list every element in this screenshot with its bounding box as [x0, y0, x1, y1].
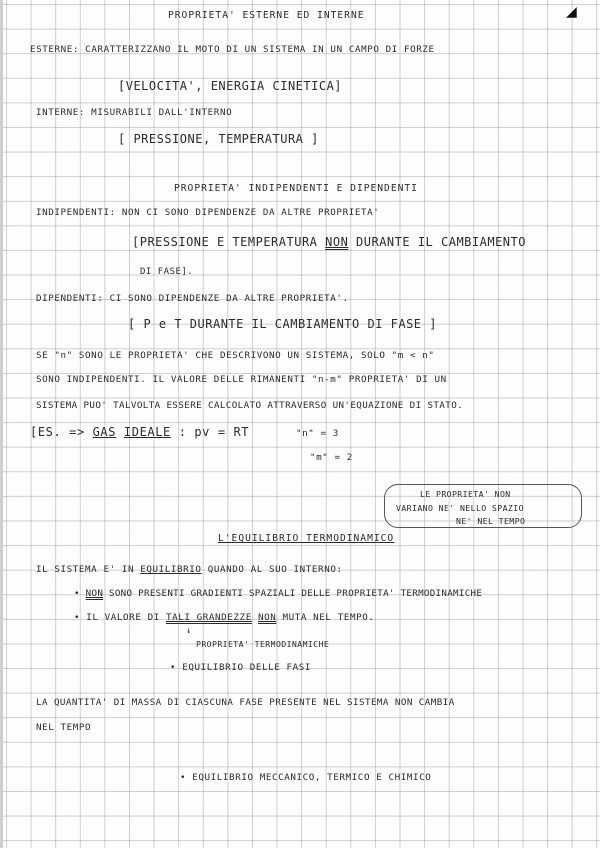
text-indipendenti-definition: INDIPENDENTI: NON CI SONO DIPENDENZE DA ALTRE PROPRIETA' — [36, 207, 380, 218]
bullet-gradienti: • NON SONO PRESENTI GRADIENTI SPAZIALI DELLE PROPRIETA' TERMODINAMICHE — [74, 588, 483, 599]
text-sistema-equazione: SISTEMA PUO' TALVOLTA ESSERE CALCOLATO ATTRAVERSO UN'EQUAZIONE DI STATO. — [36, 400, 464, 411]
text-n-equals: "n" = 3 — [296, 428, 339, 439]
b1-rest: SONO PRESENTI GRADIENTI SPAZIALI DELLE PROPRIETA' TERMODINAMICHE — [103, 588, 483, 599]
text-proprieta-termodinamiche: PROPRIETA' TERMODINAMICHE — [196, 639, 330, 649]
text-indipendenti-example — [132, 236, 526, 248]
b2-prefix: IL VALORE DI — [86, 612, 166, 623]
b2-non: NON — [257, 612, 277, 623]
arrow-down-icon: ↓ — [186, 626, 193, 636]
text-esempio-gas-ideale — [30, 426, 249, 438]
b2-tali-grandezze: TALI GRANDEZZE — [165, 612, 252, 623]
text-dipendenti-definition: DIPENDENTI: CI SONO DIPENDENZE DA ALTRE PROPRIETA'. — [36, 293, 349, 304]
text-interne-examples: [ PRESSIONE, TEMPERATURA ] — [118, 132, 319, 146]
text-m-equals: "m" = 2 — [310, 452, 353, 463]
b2-suffix: MUTA NEL TEMPO. — [276, 612, 375, 623]
indip-ex-non: NON — [325, 235, 349, 249]
heading-indipendenti-dipendenti: PROPRIETA' INDIPENDENTI E DIPENDENTI — [174, 183, 418, 194]
eq-equilibrio: EQUILIBRIO — [140, 564, 202, 575]
bullet-valore: • IL VALORE DI TALI GRANDEZZE NON MUTA NEL TEMPO. — [74, 612, 375, 623]
text-esterne-definition: ESTERNE: CARATTERIZZANO IL MOTO DI UN SISTEMA IN UN CAMPO DI FORZE — [30, 44, 435, 55]
text-nel-tempo: NEL TEMPO — [36, 722, 92, 733]
indip-ex-part1: [PRESSIONE E TEMPERATURA — [132, 235, 326, 249]
text-esterne-examples: [VELOCITA', ENERGIA CINETICA] — [118, 79, 343, 93]
note-line1: LE PROPRIETA' NON — [420, 489, 511, 499]
text-equilibrio-fasi: • EQUILIBRIO DELLE FASI — [170, 662, 312, 673]
page-left-edge — [0, 0, 3, 848]
corner-mark: ◢ — [566, 4, 577, 20]
text-sistema-in-equilibrio — [36, 564, 343, 576]
heading-esterne-interne: PROPRIETA' ESTERNE ED INTERNE — [168, 10, 365, 21]
es-gas: GAS — [92, 425, 117, 439]
text-quantita-massa: LA QUANTITA' DI MASSA DI CIASCUNA FASE PRESENTE NEL SISTEMA NON CAMBIA — [36, 697, 455, 708]
es-prefix: [ES. => — [30, 425, 93, 439]
text-se-n-proprieta: SE "n" SONO LE PROPRIETA' CHE DESCRIVONO UN SISTEMA, SOLO "m < n" — [36, 350, 435, 361]
eq-prefix: IL SISTEMA E' IN — [36, 564, 141, 575]
b1-non: NON — [85, 588, 104, 599]
text-equilibrio-meccanico: • EQUILIBRIO MECCANICO, TERMICO E CHIMICO — [180, 772, 432, 783]
indip-ex-part2: DURANTE IL CAMBIAMENTO — [348, 235, 526, 249]
eq-suffix: QUANDO AL SUO INTERNO: — [201, 564, 343, 575]
note-line2: VARIANO NE' NELLO SPAZIO — [396, 503, 524, 513]
text-dipendenti-example: [ P e T DURANTE IL CAMBIAMENTO DI FASE ] — [128, 317, 437, 331]
text-interne-definition: INTERNE: MISURABILI DALL'INTERNO — [36, 107, 233, 118]
heading-equilibrio-termodinamico: L'EQUILIBRIO TERMODINAMICO — [218, 533, 395, 544]
text-sono-indipendenti: SONO INDIPENDENTI. IL VALORE DELLE RIMANENTI "n-m" PROPRIETA' DI UN — [36, 374, 447, 385]
es-equation: : pv = RT — [170, 425, 250, 439]
es-ideale: IDEALE — [123, 425, 171, 439]
text-indipendenti-example-cont: DI FASE]. — [140, 267, 194, 277]
note-line3: NE' NEL TEMPO — [456, 516, 526, 526]
